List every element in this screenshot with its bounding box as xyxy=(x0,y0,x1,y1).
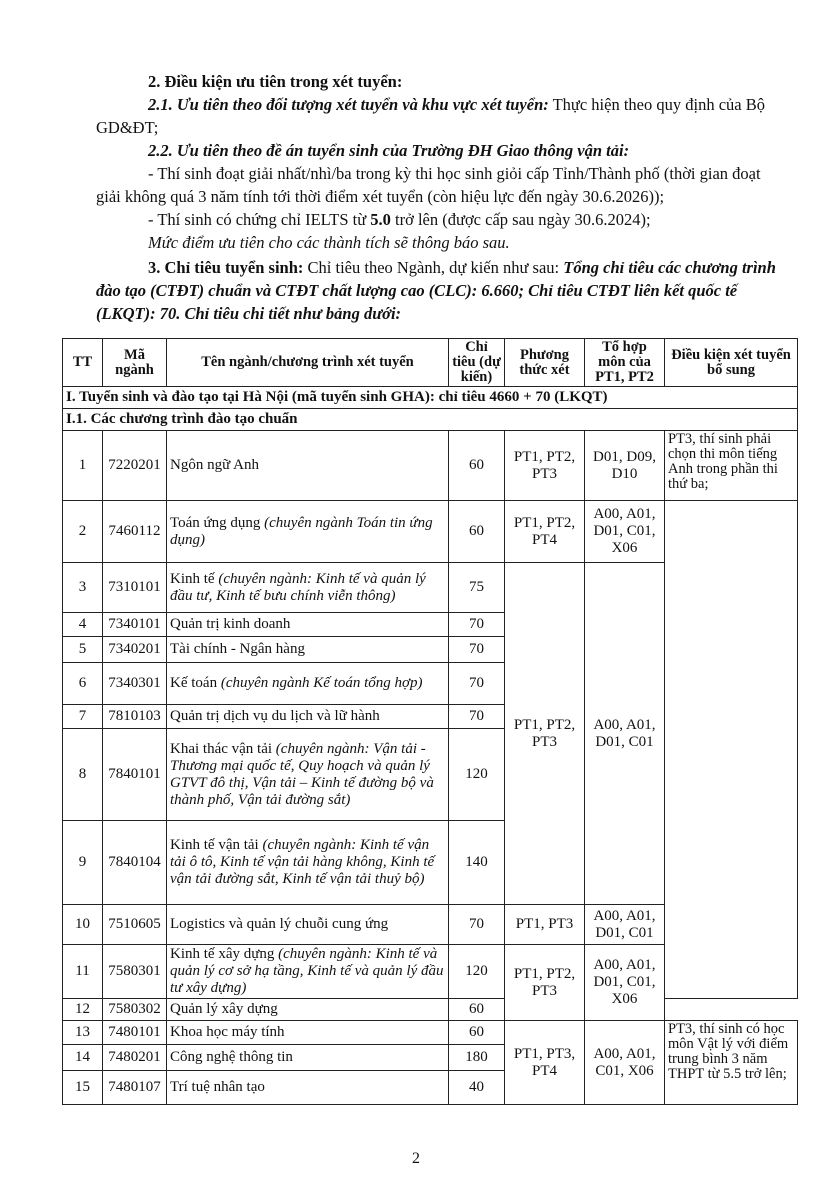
section-row: I. Tuyển sinh và đào tạo tại Hà Nội (mã tuyển sinh GHA): chỉ tiêu 4660 + 70 (LKQT) xyxy=(63,387,798,409)
table-row: 12 7580302 Quản lý xây dựng 60 xyxy=(63,999,798,1021)
table-row: 13 7480101 Khoa học máy tính 60 PT1, PT3, PT4 A00, A01, C01, X06 PT3, thí sinh có học môn Vật lý với điểm trung bình 3 năm THPT từ 5.5 trở lên; xyxy=(63,1021,798,1045)
section-3: 3. Chỉ tiêu tuyển sinh: Chỉ tiêu theo Ngành, dự kiến như sau: Tổng chỉ tiêu các chương trình đào tạo (CTĐT) chuẩn và CTĐT chất lượng cao (CLC): 6.660; Chỉ tiêu CTĐT liên kết quốc tế (LKQT): 70. Chỉ tiêu chi tiết như bảng dưới: xyxy=(96,258,776,323)
page-number: 2 xyxy=(412,1150,420,1167)
header-condition: Điều kiện xét tuyển bổ sung xyxy=(665,339,798,387)
section-2 xyxy=(96,70,786,325)
empty-condition-cell xyxy=(665,501,798,999)
table-row: 5 7340201 Tài chính - Ngân hàng 70 xyxy=(63,637,798,663)
bullet-ielts: - Thí sinh có chứng chỉ IELTS từ 5.0 trở lên (được cấp sau ngày 30.6.2024); xyxy=(148,210,651,229)
subsection-row: I.1. Các chương trình đào tạo chuẩn xyxy=(63,409,798,431)
table-row: 14 7480201 Công nghệ thông tin 180 xyxy=(63,1045,798,1071)
table-row: 6 7340301 Kế toán (chuyên ngành Kế toán tổng hợp) 70 xyxy=(63,663,798,705)
header-code: Mã ngành xyxy=(103,339,167,387)
table-row: 2 7460112 Toán ứng dụng (chuyên ngành Toán tin ứng dụng) 60 PT1, PT2, PT4 A00, A01, D01, C01, X06 xyxy=(63,501,798,563)
table-row: 8 7840101 Khai thác vận tải (chuyên ngành: Vận tải - Thương mại quốc tế, Quy hoạch và quản lý GTVT đô thị, Vận tải – Kinh tế đường bộ và thành phố, Vận tải đường sắt) 120 xyxy=(63,729,798,821)
table-row: 15 7480107 Trí tuệ nhân tạo 40 xyxy=(63,1071,798,1105)
table-row: 11 7580301 Kinh tế xây dựng (chuyên ngành: Kinh tế và quản lý cơ sở hạ tầng, Kinh tế và quản lý đầu tư xây dựng) 120 PT1, PT2, PT3 A00, A01, D01, C01, X06 xyxy=(63,945,798,999)
admission-quota-table xyxy=(62,338,798,1105)
table-header-row xyxy=(63,339,798,387)
bullet-provincial-award: - Thí sinh đoạt giải nhất/nhì/ba trong kỳ thi học sinh giỏi cấp Tỉnh/Thành phố (thời gian đoạt giải không quá 3 năm tính tới thời điểm xét tuyển (còn hiệu lực đến ngày 30.6.2026)); xyxy=(96,164,761,206)
table-row: 1 7220201 Ngôn ngữ Anh 60 PT1, PT2, PT3 D01, D09, D10 PT3, thí sinh phải chọn thi môn tiếng Anh trong phần thi thứ ba; xyxy=(63,431,798,501)
header-tt: TT xyxy=(63,339,103,387)
section-2-2-heading: 2.2. Ưu tiên theo đề án tuyển sinh của Trường ĐH Giao thông vận tải: xyxy=(148,141,630,160)
table-row: 3 7310101 Kinh tế (chuyên ngành: Kinh tế và quản lý đầu tư, Kinh tế bưu chính viễn thông) 75 PT1, PT2, PT3 A00, A01, D01, C01 xyxy=(63,563,798,613)
table-row: 9 7840104 Kinh tế vận tải (chuyên ngành: Kinh tế vận tải ô tô, Kinh tế vận tải hàng không, Kinh tế vận tải đường sắt, Kinh tế vận tải thuỷ bộ) 140 xyxy=(63,821,798,905)
table-row: 4 7340101 Quản trị kinh doanh 70 xyxy=(63,613,798,637)
header-quota: Chỉ tiêu (dự kiến) xyxy=(449,339,505,387)
table-row: 7 7810103 Quản trị dịch vụ du lịch và lữ hành 70 xyxy=(63,705,798,729)
header-method: Phương thức xét xyxy=(505,339,585,387)
section-2-1: 2.1. Ưu tiên theo đối tượng xét tuyển và khu vực xét tuyển: Thực hiện theo quy định của Bộ GD&ĐT; xyxy=(96,95,765,137)
section-2-heading: 2. Điều kiện ưu tiên trong xét tuyển: xyxy=(148,72,403,91)
header-combo: Tổ hợp môn của PT1, PT2 xyxy=(585,339,665,387)
priority-note: Mức điểm ưu tiên cho các thành tích sẽ thông báo sau. xyxy=(148,233,510,252)
table-row: 10 7510605 Logistics và quản lý chuỗi cung ứng 70 PT1, PT3 A00, A01, D01, C01 xyxy=(63,905,798,945)
header-name: Tên ngành/chương trình xét tuyển xyxy=(167,339,449,387)
